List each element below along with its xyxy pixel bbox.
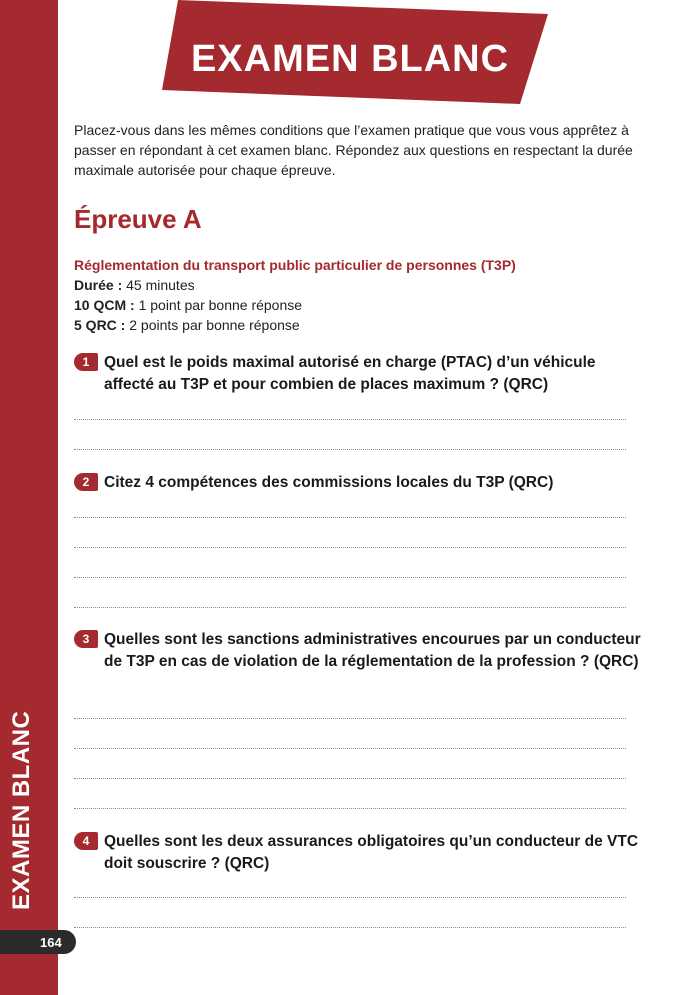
question-text: Quelles sont les deux assurances obligatoires qu’un conducteur de VTC doit souscrire ? (QRC) [104, 833, 639, 872]
answer-line[interactable] [74, 419, 626, 420]
duration-label: Durée : [74, 277, 123, 293]
answer-line[interactable] [74, 897, 626, 898]
page-title: EXAMEN BLANC [190, 38, 510, 80]
section-topic: Réglementation du transport public particulier de personnes (T3P) [74, 257, 516, 273]
duration-line [74, 277, 195, 293]
question-text: Citez 4 compétences des commissions locales du T3P (QRC) [104, 474, 554, 491]
page-number: 164 [0, 930, 76, 954]
qcm-label: 10 QCM : [74, 297, 135, 313]
answer-line[interactable] [74, 927, 626, 928]
answer-line[interactable] [74, 778, 626, 779]
qcm-line [74, 297, 302, 313]
answer-line[interactable] [74, 547, 626, 548]
answer-line[interactable] [74, 449, 626, 450]
qcm-value: 1 point par bonne réponse [134, 297, 303, 313]
qrc-label: 5 QRC : [74, 317, 126, 333]
question-text: Quelles sont les sanctions administratives encourues par un conducteur de T3P en cas de violation de la réglementation de la profession ? (QRC) [104, 631, 641, 670]
section-title: Épreuve A [74, 204, 202, 234]
intro-text: Placez-vous dans les mêmes conditions que l’examen pratique que vous vous apprêtez à passer en répondant à cet examen blanc. Répondez aux questions en respectant la durée maximale autorisée pour chaque épreuve. [74, 122, 633, 178]
answer-line[interactable] [74, 607, 626, 608]
answer-line[interactable] [74, 517, 626, 518]
answer-line[interactable] [74, 748, 626, 749]
question-number-badge: 1 [74, 353, 98, 371]
question-number-badge: 2 [74, 473, 98, 491]
qrc-line [74, 317, 300, 333]
question-number-badge: 4 [74, 832, 98, 850]
answer-line[interactable] [74, 718, 626, 719]
duration-value: 45 minutes [122, 277, 195, 293]
qrc-value: 2 points par bonne réponse [125, 317, 300, 333]
side-label: EXAMEN BLANC [8, 710, 35, 910]
answer-line[interactable] [74, 577, 626, 578]
question-number-badge: 3 [74, 630, 98, 648]
answer-line[interactable] [74, 808, 626, 809]
question-text: Quel est le poids maximal autorisé en charge (PTAC) d’un véhicule affecté au T3P et pour combien de places maximum ? (QRC) [104, 354, 596, 393]
